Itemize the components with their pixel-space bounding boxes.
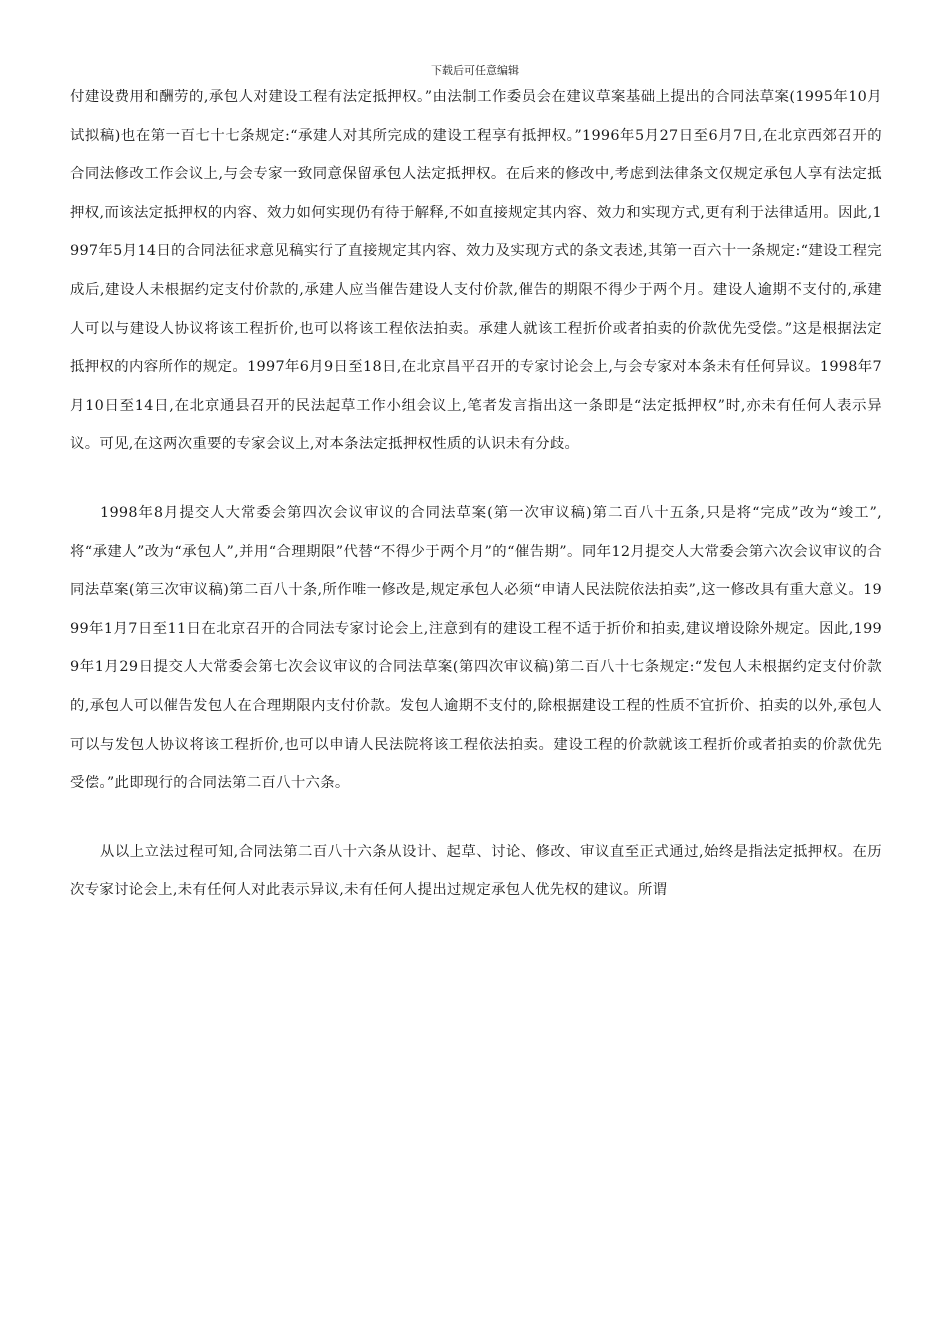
document-body bbox=[70, 78, 882, 910]
paragraph-2: 1998年8月提交人大常委会第四次会议审议的合同法草案(第一次审议稿)第二百八十五条,只是将“完成”改为“竣工”,将“承建人”改为“承包人”,并用“合理期限”代替“不得少于两个月”的“催告期”。同年12月提交人大常委会第六次会议审议的合同法草案(第三次审议稿)第二百八十条,所作唯一修改是,规定承包人必须“申请人民法院依法拍卖”,这一修改具有重大意义。1999年1月7日至11日在北京召开的合同法专家讨论会上,注意到有的建设工程不适于折价和拍卖,建议增设除外规定。因此,1999年1月29日提交人大常委会第七次会议审议的合同法草案(第四次审议稿)第二百八十七条规定:“发包人未根据约定支付价款的,承包人可以催告发包人在合理期限内支付价款。发包人逾期不支付的,除根据建设工程的性质不宜折价、拍卖的以外,承包人可以与发包人协议将该工程折价,也可以申请人民法院将该工程依法拍卖。建设工程的价款就该工程折价或者拍卖的价款优先受偿。”此即现行的合同法第二百八十六条。 bbox=[70, 504, 882, 792]
paragraph-1: 付建设费用和酬劳的,承包人对建设工程有法定抵押权。”由法制工作委员会在建议草案基础上提出的合同法草案(1995年10月试拟稿)也在第一百七十七条规定:“承建人对其所完成的建设工程享有抵押权。”1996年5月27日至6月7日,在北京西郊召开的合同法修改工作会议上,与会专家一致同意保留承包人法定抵押权。在后来的修改中,考虑到法律条文仅规定承包人享有法定抵押权,而该法定抵押权的内容、效力如何实现仍有待于解释,不如直接规定其内容、效力和实现方式,更有利于法律适用。因此,1997年5月14日的合同法征求意见稿实行了直接规定其内容、效力及实现方式的条文表述,其第一百六十一条规定:“建设工程完成后,建设人未根据约定支付价款的,承建人应当催告建设人支付价款,催告的期限不得少于两个月。建设人逾期不支付的,承建人可以与建设人协议将该工程折价,也可以将该工程依法拍卖。承建人就该工程折价或者拍卖的价款优先受偿。”这是根据法定抵押权的内容所作的规定。1997年6月9日至18日,在北京昌平召开的专家讨论会上,与会专家对本条未有任何异议。1998年7月10日至14日,在北京通县召开的民法起草工作小组会议上,笔者发言指出这一条即是“法定抵押权”时,亦未有任何人表示异议。可见,在这两次重要的专家会议上,对本条法定抵押权性质的认识未有分歧。 bbox=[70, 89, 882, 453]
header-note: 下载后可任意编辑 bbox=[431, 64, 519, 77]
paragraph-3: 从以上立法过程可知,合同法第二百八十六条从设计、起草、讨论、修改、审议直至正式通过,始终是指法定抵押权。在历次专家讨论会上,未有任何人对此表示异议,未有任何人提出过规定承包人优先权的建议。所谓 bbox=[70, 843, 882, 899]
